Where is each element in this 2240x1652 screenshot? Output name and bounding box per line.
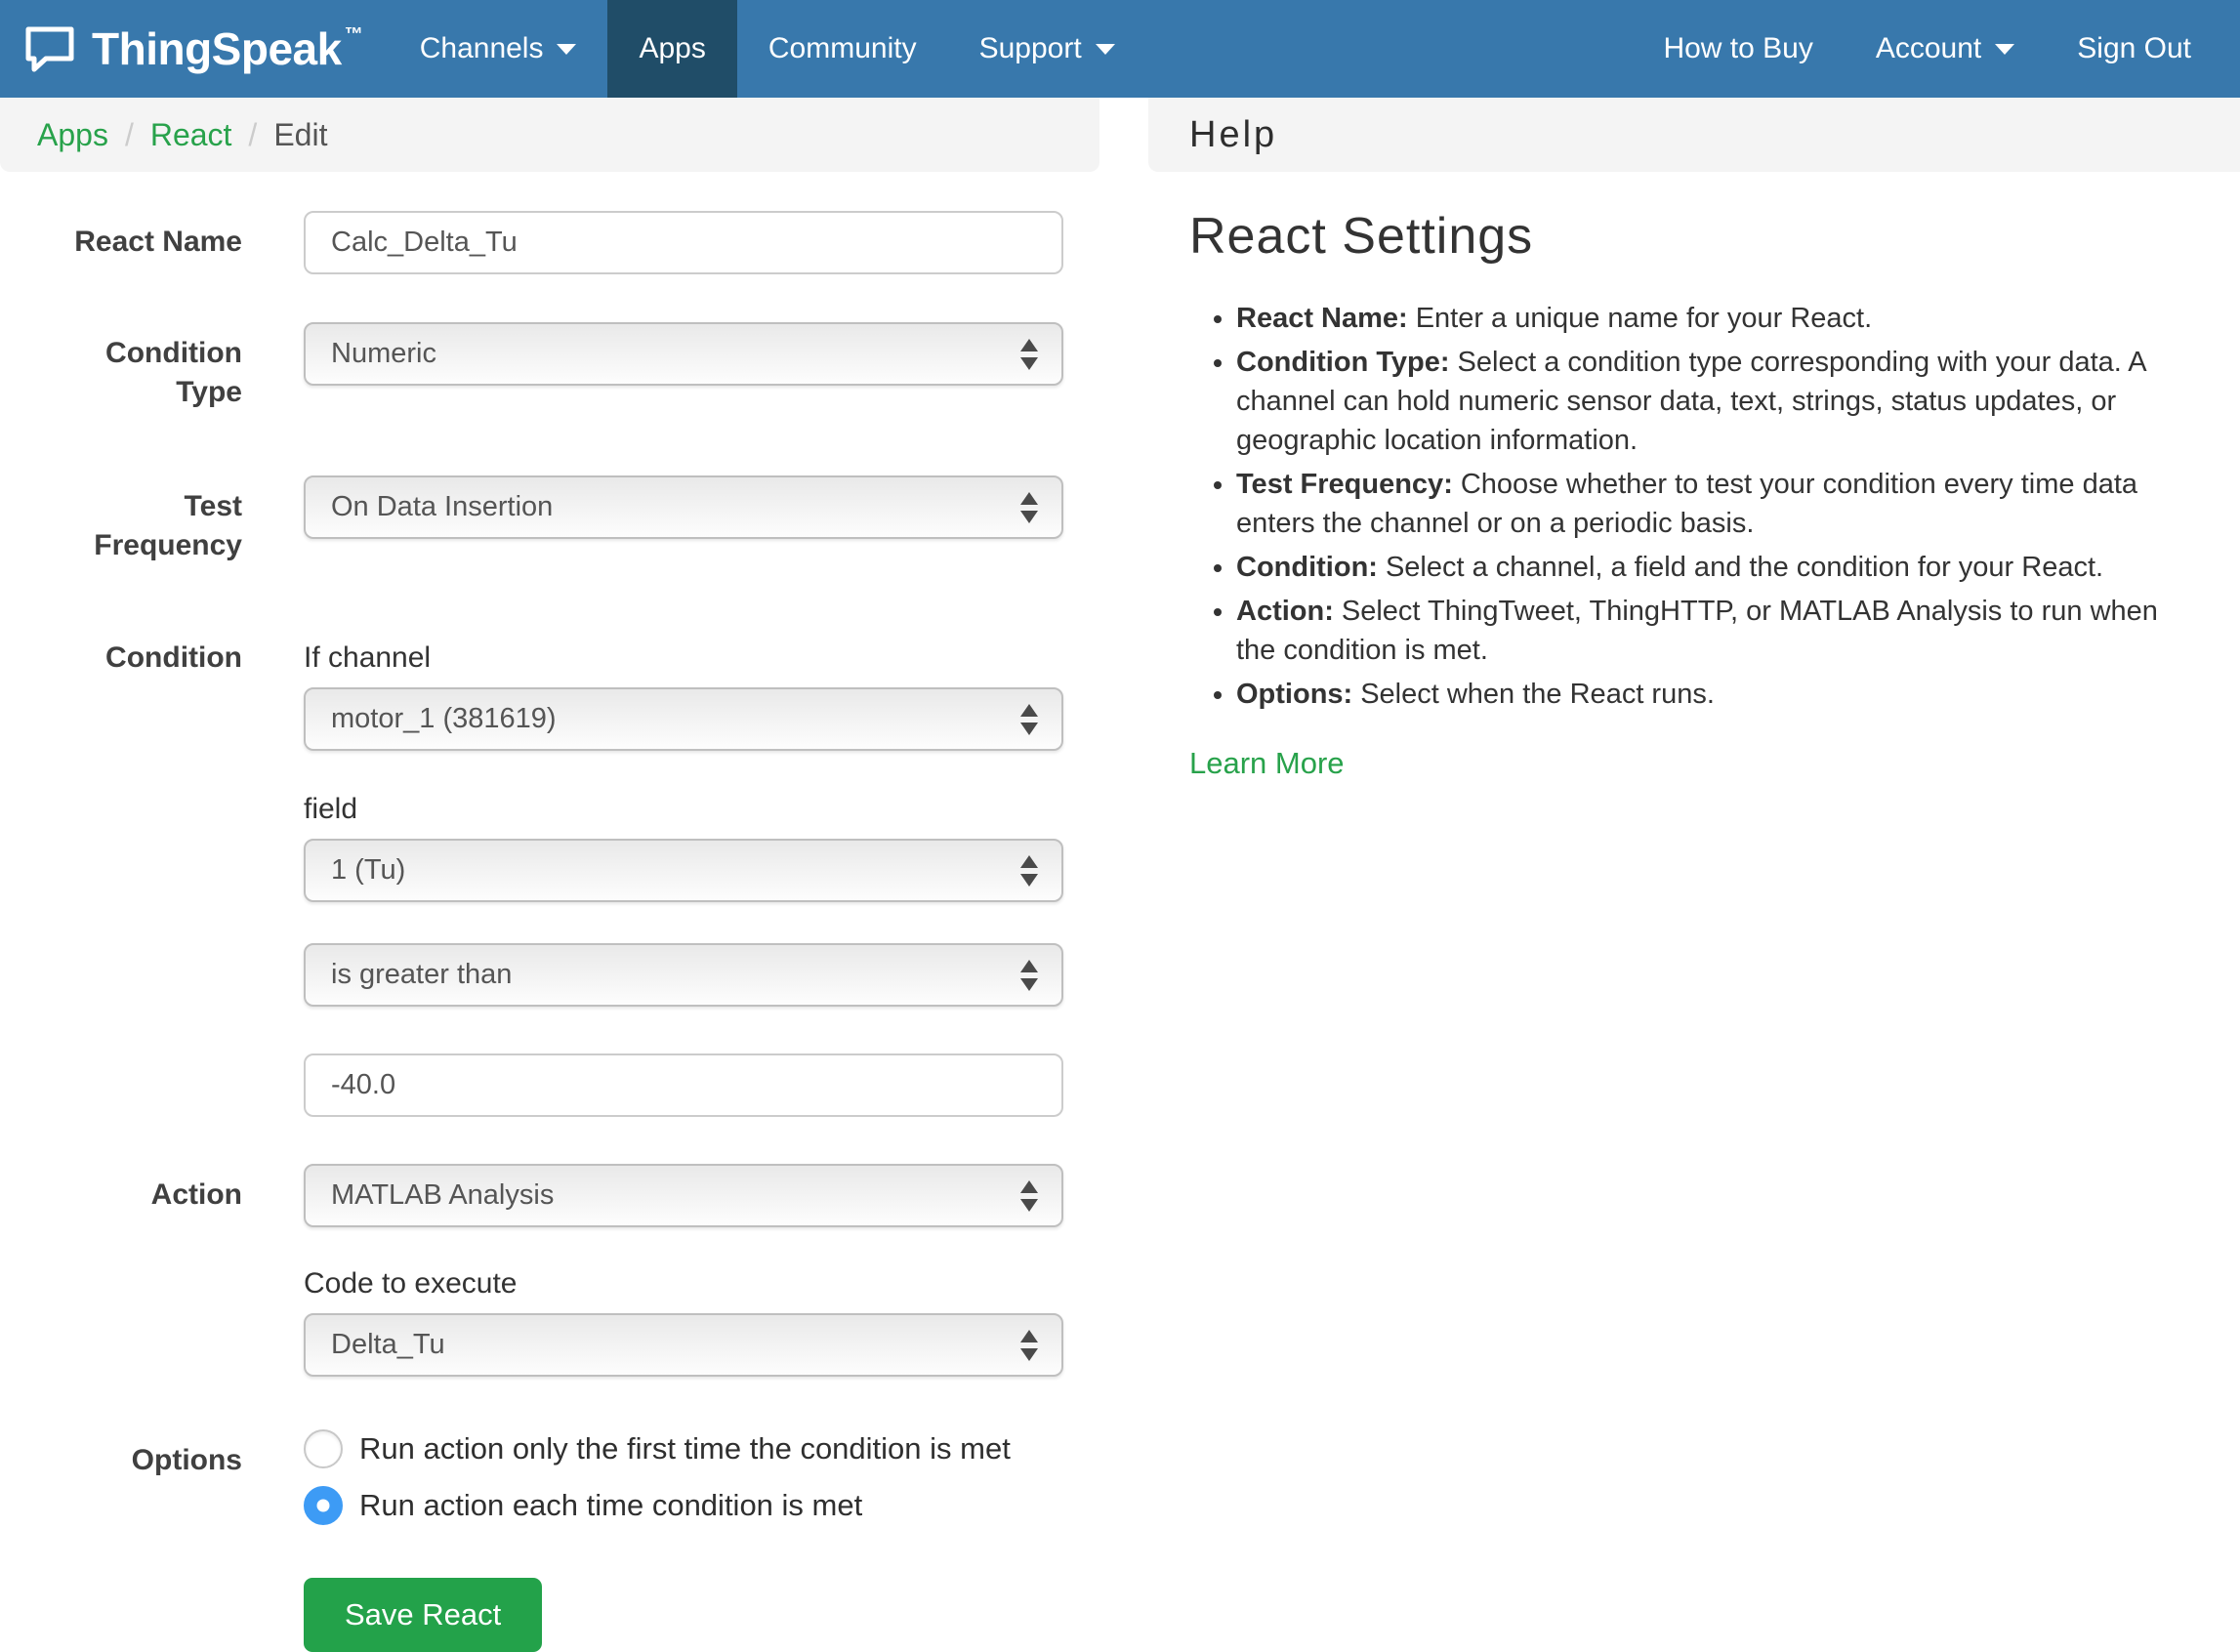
option-radio-1[interactable] <box>304 1429 1063 1468</box>
options-group <box>304 1429 1063 1543</box>
condition-field-select[interactable] <box>304 839 1063 902</box>
action-select[interactable] <box>304 1164 1063 1227</box>
breadcrumb-item-edit: Edit <box>273 116 328 152</box>
select-arrows-icon <box>1020 704 1038 735</box>
help-bullet <box>1236 592 2199 670</box>
code-to-execute-value: Delta_Tu <box>331 1329 445 1360</box>
bullet-text: Select a channel, a field and the condition for your React. <box>1385 552 2104 583</box>
caret-down-icon <box>1096 44 1115 55</box>
caret-down-icon <box>557 44 576 55</box>
speech-bubble-icon <box>23 24 76 73</box>
select-arrows-icon <box>1020 1180 1038 1212</box>
react-name-label: React Name <box>74 226 242 258</box>
main-content <box>0 172 2240 1652</box>
top-bars <box>0 98 2240 172</box>
help-bullet <box>1236 343 2199 460</box>
select-arrows-icon <box>1020 1330 1038 1361</box>
bullet-text: Enter a unique name for your React. <box>1415 303 1873 334</box>
brand-logo[interactable] <box>0 0 389 98</box>
help-panel-header <box>1148 98 2240 172</box>
select-arrows-icon <box>1020 339 1038 370</box>
test-frequency-value: On Data Insertion <box>331 491 554 522</box>
select-arrows-icon <box>1020 855 1038 887</box>
spacer-label <box>62 943 242 1007</box>
condition-type-select[interactable] <box>304 322 1063 386</box>
bullet-term: Options: <box>1236 679 1353 710</box>
select-arrows-icon <box>1020 492 1038 523</box>
help-bullet <box>1236 675 2199 714</box>
nav-item-sign-out[interactable] <box>2046 0 2222 98</box>
nav-item-account[interactable] <box>1845 0 2046 98</box>
bullet-text: Select when the React runs. <box>1360 679 1715 710</box>
bullet-term: Condition Type: <box>1236 347 1450 378</box>
help-panel <box>1148 172 2240 781</box>
react-name-input[interactable] <box>304 211 1063 274</box>
bullet-text: Choose whether to test your condition every time data enters the channel or on a periodic basis. <box>1236 469 2138 539</box>
nav-item-label: Channels <box>419 32 544 64</box>
breadcrumb-separator: / <box>124 116 134 152</box>
code-to-execute-label: Code to execute <box>304 1267 518 1300</box>
spacer-label <box>62 790 242 902</box>
select-arrows-icon <box>1020 960 1038 991</box>
condition-threshold-input[interactable] <box>304 1053 1063 1117</box>
nav-item-support[interactable] <box>948 0 1146 98</box>
breadcrumb-separator: / <box>248 116 258 152</box>
help-title: Help <box>1189 113 1278 155</box>
action-value: MATLAB Analysis <box>331 1179 555 1211</box>
nav-item-channels[interactable] <box>389 0 608 98</box>
nav-item-label: Support <box>978 32 1082 64</box>
help-heading: React Settings <box>1189 208 1534 265</box>
navbar <box>0 0 2240 98</box>
if-channel-label: If channel <box>304 641 432 674</box>
test-frequency-select[interactable] <box>304 475 1063 539</box>
radio-label: Run action each time condition is met <box>359 1488 863 1522</box>
bullet-term: Test Frequency: <box>1236 469 1453 500</box>
radio-label: Run action only the first time the condition is met <box>359 1431 1011 1466</box>
condition-type-label: Condition Type <box>105 337 242 408</box>
brand-trademark: ™ <box>344 24 363 45</box>
help-bullet-list <box>1189 299 2199 714</box>
breadcrumb <box>0 98 1099 172</box>
help-bullet <box>1236 548 2199 587</box>
nav-item-apps[interactable] <box>607 0 736 98</box>
bullet-text: Select a condition type corresponding with your data. A channel can hold numeric sensor data, text, strings, status updates, or geographic location information. <box>1236 347 2146 456</box>
bullet-term: Condition: <box>1236 552 1378 583</box>
condition-channel-select[interactable] <box>304 687 1063 751</box>
bullet-term: React Name: <box>1236 303 1408 334</box>
navbar-menu-left <box>389 0 1146 98</box>
bullet-text: Select ThingTweet, ThingHTTP, or MATLAB Analysis to run when the condition is met. <box>1236 596 2158 666</box>
breadcrumb-item-apps[interactable]: Apps <box>37 116 108 152</box>
spacer-label <box>62 1264 242 1377</box>
condition-operator-select[interactable] <box>304 943 1063 1007</box>
condition-operator-value: is greater than <box>331 959 513 990</box>
nav-item-community[interactable] <box>737 0 948 98</box>
nav-item-label: Sign Out <box>2077 32 2191 64</box>
nav-item-how-to-buy[interactable] <box>1632 0 1844 98</box>
condition-type-value: Numeric <box>331 338 436 369</box>
test-frequency-label: Test Frequency <box>94 490 242 561</box>
nav-item-label: Apps <box>639 32 706 64</box>
bullet-term: Action: <box>1236 596 1334 627</box>
spacer-label <box>62 1543 242 1652</box>
action-label: Action <box>150 1178 242 1211</box>
condition-field-value: 1 (Tu) <box>331 854 406 886</box>
code-to-execute-select[interactable] <box>304 1313 1063 1377</box>
condition-channel-value: motor_1 (381619) <box>331 703 557 734</box>
breadcrumb-item-react[interactable]: React <box>149 116 232 152</box>
nav-item-label: Account <box>1875 32 1982 64</box>
brand-name: ThingSpeak <box>92 23 342 74</box>
help-bullet <box>1236 299 2199 338</box>
react-edit-form <box>0 172 1099 1652</box>
save-react-button[interactable]: Save React <box>304 1578 542 1652</box>
options-label: Options <box>131 1444 242 1476</box>
radio-control[interactable] <box>304 1429 343 1468</box>
nav-item-label: Community <box>767 32 917 64</box>
radio-control[interactable] <box>304 1486 343 1525</box>
navbar-menu-right <box>1632 0 2240 98</box>
spacer-label <box>62 1053 242 1117</box>
option-radio-2[interactable] <box>304 1486 1063 1525</box>
field-label: field <box>304 793 358 825</box>
condition-label: Condition <box>105 641 242 674</box>
caret-down-icon <box>1995 44 2014 55</box>
help-bullet <box>1236 465 2199 543</box>
nav-item-label: How to Buy <box>1663 32 1813 64</box>
learn-more-link[interactable]: Learn More <box>1189 746 1345 780</box>
